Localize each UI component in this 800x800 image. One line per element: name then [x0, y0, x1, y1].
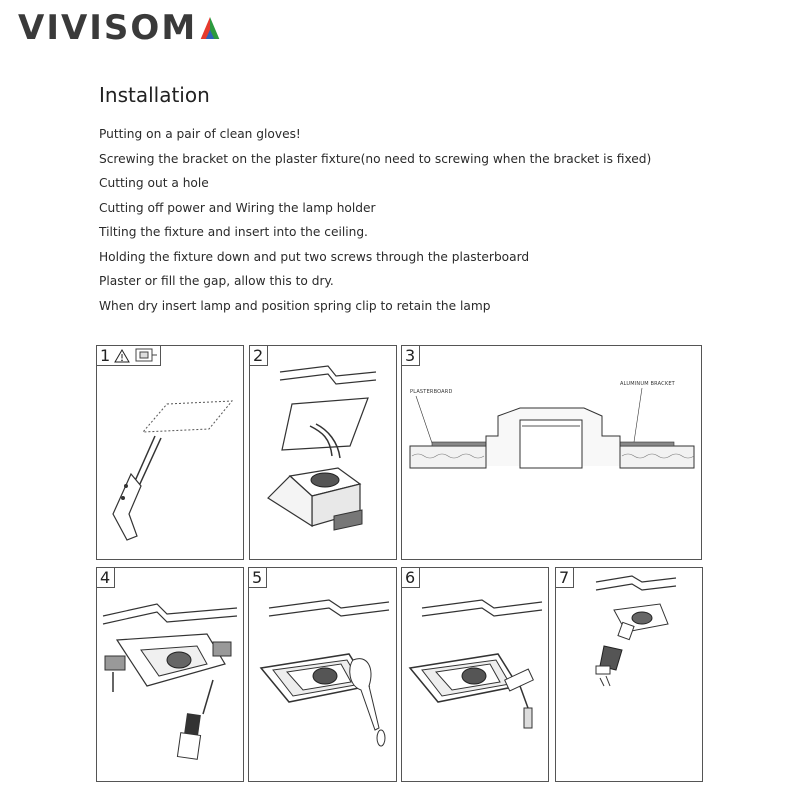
list-item: Tilting the fixture and insert into the ceiling. [99, 225, 368, 239]
panel-number: 6 [402, 568, 420, 588]
step-panel-6 [401, 567, 549, 782]
step-panel-5 [248, 567, 397, 782]
step-panel-2 [249, 345, 397, 560]
panel-number: 2 [250, 346, 268, 366]
ceiling-cross-section-illustration [402, 346, 703, 561]
bracket-wiring-illustration [250, 346, 398, 561]
list-item: Holding the fixture down and put two screws through the plasterboard [99, 249, 530, 264]
logo-triangle-icon [199, 13, 221, 43]
list-item: Cutting off power and Wiring the lamp holder [99, 200, 376, 215]
step-panel-7 [555, 567, 703, 782]
plastering-gap-illustration [249, 568, 398, 783]
panel-number: 4 [97, 568, 115, 588]
installation-steps [99, 124, 651, 320]
lamp-insert-illustration [556, 568, 704, 783]
step-panel-4 [96, 567, 244, 782]
brand-logo [18, 8, 221, 48]
panel-number [97, 346, 161, 366]
list-item: Plaster or fill the gap, allow this to dry. [99, 274, 334, 288]
step-number: 1 [100, 346, 111, 365]
panel-number: 5 [249, 568, 267, 588]
list-item: Putting on a pair of clean gloves! [99, 127, 301, 141]
list-item: Cutting out a hole [99, 176, 209, 190]
screwing-fixture-illustration [97, 568, 245, 783]
panel-number: 7 [556, 568, 574, 588]
aluminum-bracket-label: ALUMINUM BRACKET [620, 381, 675, 387]
page-title: Installation [99, 83, 210, 107]
saw-cutting-illustration [97, 346, 245, 561]
power-off-icon [134, 347, 158, 365]
list-item: Screwing the bracket on the plaster fixture(no need to screwing when the bracket is fixed) [99, 151, 652, 166]
plasterboard-label: PLASTERBOARD [410, 389, 453, 395]
step-panel-1 [96, 345, 244, 560]
painting-finish-illustration [402, 568, 550, 783]
panel-number: 3 [402, 346, 420, 366]
warning-icon [114, 349, 130, 363]
logo-text: VIVISOM [18, 8, 198, 48]
step-panel-3 [401, 345, 702, 560]
list-item: When dry insert lamp and position spring clip to retain the lamp [99, 298, 491, 313]
